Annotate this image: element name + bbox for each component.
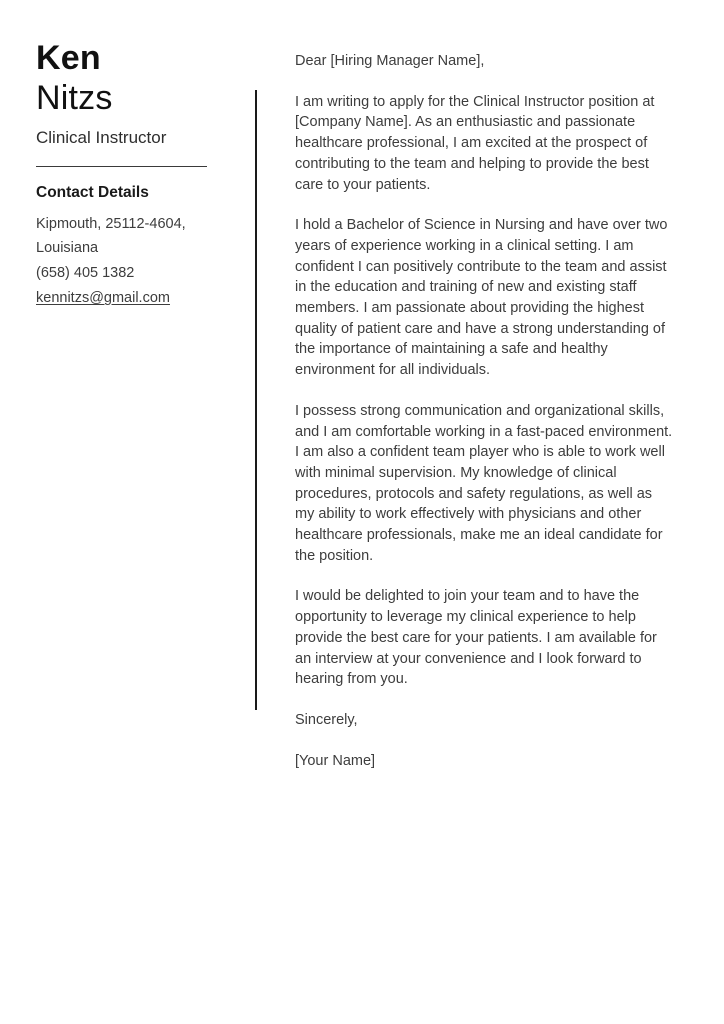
signature: [Your Name] (295, 752, 376, 769)
email-row (36, 286, 226, 310)
salutation: Dear [Hiring Manager Name], (295, 53, 485, 69)
first-name: Ken (36, 39, 101, 77)
sidebar-divider (36, 166, 207, 167)
letter-paragraph-4: I would be delighted to join your team and to have the opportunity to leverage my clinical experience to help provide the best care for your patients. I am available for an interview at your convenience and I look forward to hearing from you. (295, 588, 657, 688)
vertical-divider (255, 90, 257, 710)
last-name: Nitzs (36, 79, 113, 117)
job-title: Clinical Instructor (36, 128, 167, 147)
contact-block (36, 212, 226, 310)
contact-details-heading: Contact Details (36, 184, 149, 201)
address-line-2: Louisiana (36, 240, 99, 256)
address-line-1: Kipmouth, 25112-4604, (36, 216, 186, 232)
closing: Sincerely, (295, 711, 358, 728)
letter-paragraph-3: I possess strong communication and organizational skills, and I am comfortable working in a fast-paced environment. I am also a confident team player who is able to work well with minimal supervision. My knowledge of clinical procedures, protocols and safety regulations, as well as my ability to work effectively with physicians and other healthcare professionals, make me an ideal candidate for the position. (295, 402, 673, 564)
letter-paragraph-1: I am writing to apply for the Clinical Instructor position at [Company Name]. As an enthusiastic and passionate healthcare professional, I am excited at the prospect of contributing to the team and helping to provide the best care to your patients. (295, 93, 655, 193)
letter-body (295, 51, 673, 771)
candidate-name (36, 38, 226, 118)
sidebar (36, 38, 226, 310)
letter-paragraph-2: I hold a Bachelor of Science in Nursing and have over two years of experience working in a clinical setting. I am confident I can positively contribute to the team and assist in the education and training of new and existing staff members. I am passionate about providing the highest quality of patient care and have a strong understanding of the importance of maintaining a safe and healthy environment for all individuals. (295, 217, 668, 379)
email-link[interactable]: kennitzs@gmail.com (36, 290, 170, 306)
phone-number: (658) 405 1382 (36, 265, 135, 281)
